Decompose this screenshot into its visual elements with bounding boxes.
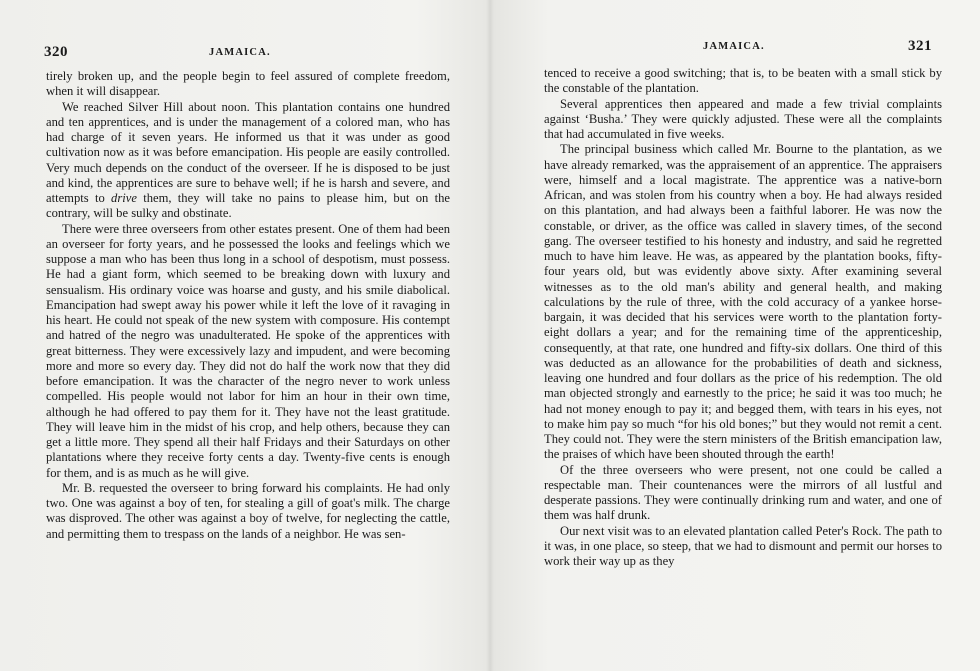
page-number-right: 321 (908, 38, 932, 54)
paragraph: tirely broken up, and the people begin to feel assured of complete freedom, when it will disappear. (46, 69, 450, 99)
running-head-right: JAMAICA. (703, 41, 765, 52)
paragraph: There were three overseers from other estates present. One of them had been an overseer for forty years, and he possessed the looks and feelings which we suppose a man who has been thus long in a school of despotism, must possess. He had a giant form, which seemed to be breaking down with luxury and sensualism. His ordinary voice was hoarse and gusty, and his smile diabolical. Emancipation had swept away his power while it left the love of it ravaging in his heart. He could not speak of the new system with composure. His contempt and hatred of the negro was unadulterated. He spoke of the apprentices with great bitterness. They were excessively lazy and impudent, and were becoming more and more so every day. They did not do half the work now that they did before emancipation. It was the character of the negro never to work unless compelled. His people would not labor for him an hour in their own time, although he had offered to pay them for it. They have not the least gratitude. They will leave him in the midst of his crop, and help others, because they can get a little more. They spend all their half Fridays and their Saturdays on other plantations where they receive forty cents a day. Twenty-five cents is enough for them, and is as much as he will give. (46, 221, 450, 480)
paragraph: Several apprentices then appeared and made a few trivial complaints against ‘Busha.’ They were quickly adjusted. These were all the complaints that had accumulated in five weeks. (544, 96, 942, 141)
paragraph: Of the three overseers who were present, not one could be called a respectable man. Their countenances were the mirrors of all lustful and desperate passions. They were continually drinking rum and water, and one of them was half drunk. (544, 462, 942, 523)
paragraph: tenced to receive a good switching; that is, to be beaten with a small stick by the constable of the plantation. (544, 66, 942, 96)
book-gutter (486, 0, 494, 671)
right-page (490, 0, 980, 671)
paragraph: Our next visit was to an elevated plantation called Peter's Rock. The path to it was, in one place, so steep, that we had to dismount and permit our horses to work their way up as they (544, 523, 942, 568)
emphasized-word: drive (111, 191, 137, 205)
paragraph-text: We reached Silver Hill about noon. This plantation contains one hundred and ten apprentices, and is under the management of a colored man, who has had charge of it seven years. He informed us that it was under as good cultivation now as it was before emancipation. His people are easily controlled. Very much depends on the conduct of the overseer. If he is disposed to be just and kind, the apprentices are sure to behave well; if he is harsh and severe, and attempts to (46, 99, 450, 205)
paragraph: Mr. B. requested the overseer to bring forward his complaints. He had only two. One was against a boy of ten, for stealing a gill of goat's milk. The charge was disproved. The other was against a boy of twelve, for neglecting the cattle, and permitting them to trespass on the lands of a neighbor. He was sen- (46, 480, 450, 541)
paragraph (46, 100, 450, 222)
paragraph-text: them, they will take no pains to please him, but on the contrary, will be sulky and obstinate. (46, 191, 451, 221)
left-page-body (46, 69, 450, 542)
paragraph: The principal business which called Mr. Bourne to the plantation, as we have already remarked, was the appraisement of an apprentice. The appraisers were, himself and a local magistrate. The apprentice was a native-born African, and was stolen from his country when a boy. He had always resided on this plantation, and had always been a faithful laborer. He was now the constable, or driver, as the office was called in slavery times, of the second gang. The overseer testified to his honesty and industry, and said he regretted much to have him leave. He was, as appeared by the plantation books, fifty-four years old, but was evidently above sixty. After examining several witnesses as to the old man's ability and general health, and making calculations by the rule of three, with the cold accuracy of a yankee horse-bargain, it was decided that his services were worth to the plantation forty-eight dollars a year; and for the remaining time of the apprenticeship, consequently, at that rate, one hundred and fifty-six dollars. One third of this was deducted as an allowance for the probabilities of death and sickness, leaving one hundred and four dollars as the price of his redemption. The old man objected strongly and earnestly to the price; he said it was too much; he had not money enough to pay it; and begged them, with tears in his eyes, not to make him pay so much “for his old bones;” but they would not remit a cent. They could not. They were the stern ministers of the British emancipation law, the praises of which have been shouted through the earth! (544, 142, 942, 462)
page-number-left: 320 (44, 44, 68, 60)
right-page-body (544, 66, 942, 569)
running-head-left: JAMAICA. (209, 47, 271, 58)
